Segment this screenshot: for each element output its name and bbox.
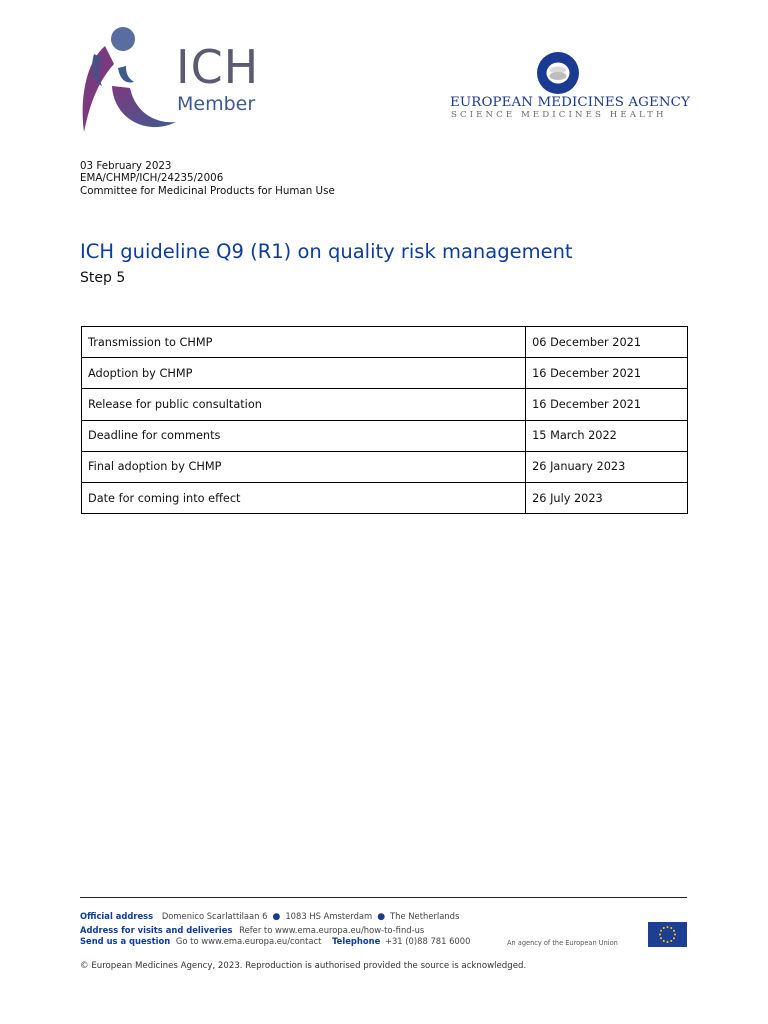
date-cell: 16 December 2021 [526,389,688,420]
milestone-cell: Adoption by CHMP [82,358,526,389]
eu-star-icon [667,941,669,943]
country: The Netherlands [390,911,460,921]
table-row [82,420,688,451]
document-reference: EMA/CHMP/ICH/24235/2006 [80,172,224,185]
eu-star-icon [670,940,672,942]
question-label: Send us a question [80,936,171,946]
milestone-cell: Deadline for comments [82,420,526,451]
date-cell: 26 July 2023 [526,482,688,513]
footer-official-address [80,912,459,922]
timeline-table [81,326,688,514]
date-cell: 15 March 2022 [526,420,688,451]
date-cell: 26 January 2023 [526,451,688,482]
eu-agency-note: An agency of the European Union [507,939,618,947]
street-address: Domenico Scarlattilaan 6 [161,911,268,921]
milestone-cell: Transmission to CHMP [82,327,526,358]
postcode-city: 1083 HS Amsterdam [285,911,373,921]
table-row [82,358,688,389]
copyright-notice: © European Medicines Agency, 2023. Reproduction is authorised provided the source is acknowledged. [80,961,527,971]
table-row [82,327,688,358]
committee-name: Committee for Medicinal Products for Human Use [80,184,335,197]
telephone-label: Telephone [332,936,381,946]
eu-star-icon [660,937,662,939]
document-meta [80,160,335,197]
date-cell: 16 December 2021 [526,358,688,389]
eu-star-icon [667,926,669,928]
eu-star-icon [673,930,675,932]
eu-star-icon [674,934,676,936]
bullet-icon: ● [272,912,281,922]
table-row [82,482,688,513]
footer-divider [80,897,687,898]
official-address-label: Official address [80,911,154,921]
ich-logo-subtitle: Member [177,93,256,115]
ema-emblem-icon [535,51,581,95]
contact-link[interactable]: Go to www.ema.europa.eu/contact [175,936,322,946]
ich-logo-word: ICH [176,40,260,94]
milestone-cell: Release for public consultation [82,389,526,420]
eu-flag-icon [648,922,687,947]
date-cell: 06 December 2021 [526,327,688,358]
eu-star-icon [673,937,675,939]
eu-star-icon [663,927,665,929]
milestone-cell: Date for coming into effect [82,482,526,513]
ema-logo-tagline: SCIENCE MEDICINES HEALTH [451,110,667,120]
ema-logo-name: EUROPEAN MEDICINES AGENCY [450,95,690,110]
footer-visits [80,926,424,934]
eu-star-icon [670,927,672,929]
eu-star-icon [660,930,662,932]
eu-star-icon [659,934,661,936]
document-title: ICH guideline Q9 (R1) on quality risk management [80,240,573,263]
milestone-cell: Final adoption by CHMP [82,451,526,482]
telephone-number: +31 (0)88 781 6000 [384,936,471,946]
footer-contact [80,937,470,945]
document-step: Step 5 [80,270,126,286]
visits-link[interactable]: Refer to www.ema.europa.eu/how-to-find-us [239,925,425,935]
table-row [82,389,688,420]
visits-label: Address for visits and deliveries [80,925,233,935]
document-date: 03 February 2023 [80,160,172,172]
eu-star-icon [663,940,665,942]
table-row [82,451,688,482]
bullet-icon: ● [377,912,386,922]
